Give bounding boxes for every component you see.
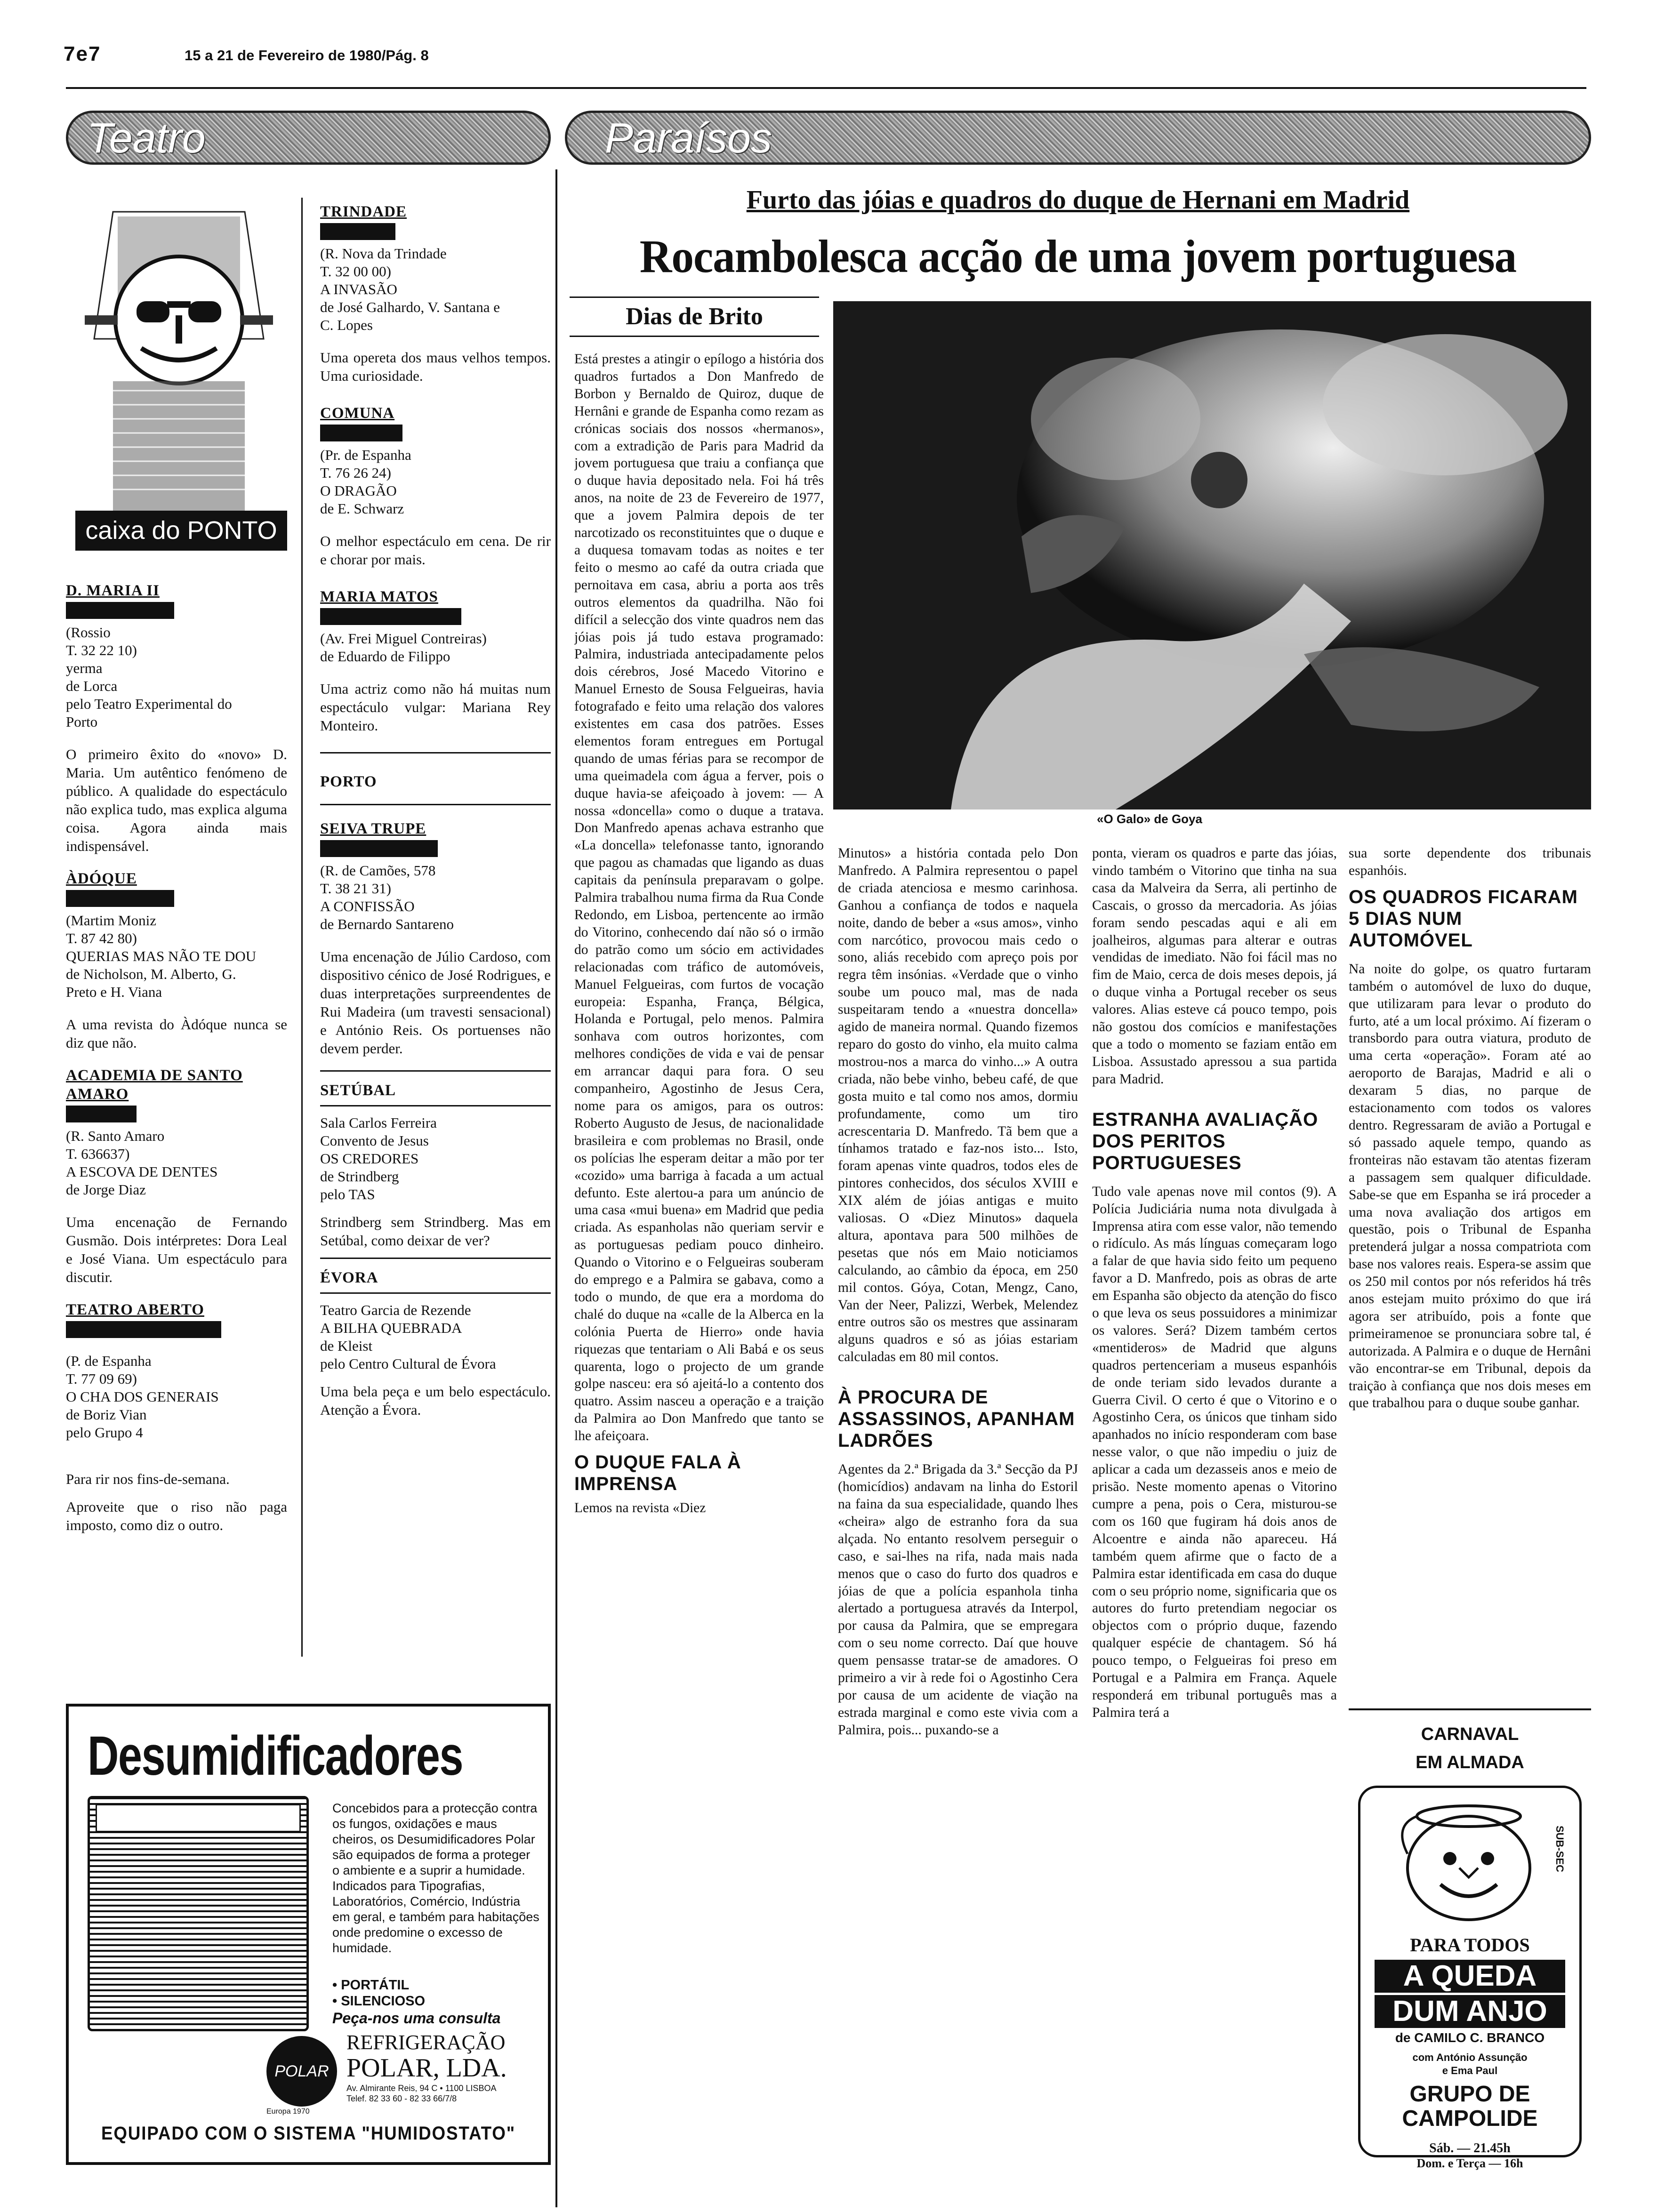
ad-bullet: • SILENCIOSO [332, 1994, 426, 2009]
article-column-3 [1092, 845, 1337, 2186]
listing-line: Convento de Jesus [320, 1132, 429, 1149]
carnaval-subtitle: EM ALMADA [1416, 1753, 1524, 1772]
article-text: Na noite do golpe, os quatro furtaram também o automóvel de luxo do duque, que utilizaram para levar o produto do furto, até a um local próximo. Aí fizeram o transbordo para outra viatura, produto de uma certa «operação». Foram até ao aeroporto de Barajas, Madrid e ali o dexaram 5 dias, no parque de estacionamento com todos os valores dentro. Regressaram de avião a Portugal e só passado aquele tempo, quando as fronteiras não estavam tão atentas fizeram a passagem sem qualquer dificuldade. Sabe-se que em Espanha se irá proceder a uma nova avaliação dos artigos em questão, pois o Tribunal de Espanha pretenderá julgar a nossa compatriota com base nos valores reais. Espera-se assim que os 250 mil contos por nós referidos há três anos estejam muito próximo do que irá agora ser atribuído, pois a fonte que primeiramenoe se pronunciara sobre tal, é autorizada. A Palmira e o duque de Hernâni vão encontrar-se em Tribunal, depois da traição à confiança que nos dois meses em que trabalhou para o duque soube ganhar. [1349, 961, 1591, 1411]
desumidificadores-ad [66, 1704, 551, 2165]
redaction-bar [66, 1321, 221, 1338]
listing-line: (Pr. de Espanha [320, 447, 411, 463]
ad-brand-1: REFRIGERAÇÃO [346, 2031, 506, 2054]
listing-name: COMUNA [320, 405, 395, 422]
article-column-4 [1349, 845, 1591, 1701]
carnaval-title: CARNAVAL [1421, 1724, 1519, 1744]
caixa-label: caixa do PONTO [75, 511, 287, 551]
listing-name: SETÚBAL [320, 1082, 396, 1099]
ad-bullet: • PORTÁTIL [332, 1978, 410, 1993]
listing-santo-amaro [66, 1066, 287, 1286]
listing-line: O DRAGÃO [320, 482, 397, 499]
caixa-do-ponto-logo [66, 202, 292, 555]
listing-line: (R. Santo Amaro [66, 1128, 165, 1144]
listing-name: MARIA MATOS [320, 588, 438, 605]
listing-note: Uma encenação de Júlio Cardoso, com dispositivo cénico de José Rodrigues, e duas interpretações surpreendentes de Rui Madeira (um travesti sensacional) e António Reis. Os portuenses não devem perder. [320, 948, 551, 1057]
article-text: Minutos» a história contada pelo Don Manfredo. A Palmira representou o papel de criada atenciosa e mesmo carinhosa. Ganhou a confiança de todos e naquela noite, dando de beber a «sus amos», vinho com narcótico, provocou mais cedo o sono, aliás recebido com apreço pois por regra têm insónias. «Verdade que o vinho soube um pouco mal, mas de nada suspeitaram tendo a «nuestra doncella» agido de maneira normal. Quando fizemos reparo do gosto do vinho, ela muito calma mostrou-nos a marca do vinho...» A outra criada, não bebe vinho, bebeu café, de que gosta muito e tal como nos amos, dormiu profundamente, como um tiro acrescentaria D. Manfredo. Tã bem que a tínhamos tratado e faz-nos isto... Isto, foram apenas vinte quadros, todos eles de pintores conhecidos, dos séculos XVIII e XIX além de jóias antigas e muito valiosas. O «Diez Minutos» daquela altura, apontava para 500 milhões de pesetas que nós em Maio noticiamos calculando, ao câmbio da época, em 250 mil contos. Góya, Cotan, Mengz, Cano, Van der Neer, Palizzi, Werbek, Melendez entre outros são os mestres que assinaram alguns quadros e só as jóias estariam calculadas em 80 mil contos. [838, 846, 1078, 1365]
listing-note: Uma actriz como não há muitas num espectáculo vulgar: Mariana Rey Monteiro. [320, 681, 551, 734]
goya-painting [833, 301, 1591, 809]
listing-line: T. 77 09 69) [66, 1370, 137, 1387]
listing-line: Teatro Garcia de Rezende [320, 1302, 471, 1318]
play-title-1: A QUEDA [1375, 1960, 1565, 1993]
ad-title: Desumidificadores [88, 1725, 463, 1787]
listing-line: yerma [66, 660, 103, 676]
listing-line: (Av. Frei Miguel Contreiras) [320, 630, 487, 647]
paraisos-band [565, 111, 1591, 165]
ad-body: Concebidos para a protecção contra os fungos, oxidações e maus cheiros, os Desumidificadores Polar são equipados de forma a proteger o ambiente e a suprir a humidade. Indicados para Tipografias, Laboratórios, Comércio, Indústria em geral, e também para habitações onde predomine o excesso de humidade. [332, 1801, 539, 1955]
listing-note: Aproveite que o riso não paga imposto, como diz o outro. [66, 1499, 287, 1533]
listing-line: de José Galhardo, V. Santana e [320, 299, 500, 315]
listing-line: QUERIAS MAS NÃO TE DOU [66, 948, 257, 964]
listing-name: ÀDÓQUE [66, 870, 137, 887]
dehumidifier-illustration [88, 1796, 309, 2031]
listing-line: (R. de Camões, 578 [320, 862, 436, 879]
ad-footer: EQUIPADO COM O SISTEMA "HUMIDOSTATO" [101, 2123, 516, 2144]
redaction-bar [66, 1106, 137, 1122]
listing-line: T. 38 21 31) [320, 880, 391, 897]
listing-maria-matos [320, 587, 551, 735]
carnaval-frame [1358, 1786, 1582, 2157]
listing-line: C. Lopes [320, 317, 373, 333]
redaction-bar [320, 425, 402, 441]
carnaval-para-todos: PARA TODOS [1410, 1934, 1530, 1956]
theatre-list-middle [320, 202, 551, 1419]
painting-illustration [833, 301, 1591, 809]
listing-line: Sala Carlos Ferreira [320, 1114, 437, 1131]
listing-note: O melhor espectáculo em cena. De rir e chorar por mais. [320, 533, 551, 568]
listing-line: Porto [66, 713, 98, 730]
listing-line: (P. de Espanha [66, 1353, 152, 1369]
article-text: ponta, vieram os quadros e parte das jóias, vindo também o Vitorino que tinha na sua casa da Malveira da Serra, ali pertinho de Cascais, o grosso da mercadoria. As jóias foram sendo pescadas aqui e ali em joalheiros, algumas para alterar e outras vendidas de imediato. Não foi fácil mas no fim de Maio, cerca de dois meses depois, já o duque vinha a Portugal receber os seus valores. Alias esteve cá pouco tempo, pois não gostou dos comícios e manifestações que a todo o momento se faziam então em Lisboa. Assustado apressou a sua partida para Madrid. [1092, 846, 1337, 1087]
newspaper-logo: 7e7 [64, 42, 101, 65]
listing-line: (Rossio [66, 624, 111, 641]
listing-line: de Jorge Diaz [66, 1181, 146, 1198]
listing-name: ÉVORA [320, 1269, 378, 1286]
listing-line: A BILHA QUEBRADA [320, 1320, 462, 1336]
article-subheading: ESTRANHA AVALIAÇÃO DOS PERITOS PORTUGUESES [1092, 1109, 1319, 1173]
show-times-2: Dom. e Terça — 16h [1416, 2156, 1523, 2170]
play-author: de CAMILO C. BRANCO [1395, 2030, 1545, 2045]
listing-line: de E. Schwarz [320, 500, 404, 517]
redaction-bar [320, 840, 438, 857]
listing-line: T. 87 42 80) [66, 930, 137, 946]
listing-line: de Lorca [66, 678, 118, 694]
carnaval-side-label: SUB-SEC [1554, 1826, 1566, 1873]
article-column-2 [838, 845, 1078, 2186]
redaction-bar [66, 890, 174, 907]
ad-phone: Telef. 82 33 60 - 82 33 66/7/8 [346, 2094, 457, 2103]
redaction-bar [320, 608, 461, 625]
angel-illustration [1389, 1797, 1549, 1929]
teatro-inner-rule [301, 198, 303, 1657]
listing-line: A ESCOVA DE DENTES [66, 1163, 218, 1180]
article-column-1 [574, 351, 824, 2186]
listing-note: Uma opereta dos maus velhos tempos. Uma curiosidade. [320, 349, 551, 384]
listing-seiva-trupe [320, 819, 551, 1058]
redaction-bar [66, 602, 174, 619]
show-times-1: Sáb. — 21.45h [1429, 2141, 1511, 2156]
header-rule [66, 87, 1586, 89]
listing-note: Strindberg sem Strindberg. Mas em Setúbal, como deixar de ver? [320, 1214, 551, 1249]
listing-note: Uma bela peça e um belo espectáculo. Atenção a Évora. [320, 1383, 551, 1418]
listing-setubal [320, 1081, 551, 1250]
listing-line: pelo TAS [320, 1186, 375, 1202]
listing-note: Para rir nos fins-de-semana. [66, 1471, 230, 1487]
listing-line: OS CREDORES [320, 1150, 419, 1167]
article-kicker: Furto das jóias e quadros do duque de Hernani em Madrid [746, 185, 1410, 215]
listing-line: T. 76 26 24) [320, 465, 391, 481]
ad-europa: Europa 1970 [266, 2108, 310, 2116]
article-subheading: OS QUADROS FICARAM 5 DIAS NUM AUTOMÓVEL [1349, 886, 1578, 951]
play-title-2: DUM ANJO [1375, 1995, 1565, 2028]
listing-line: de Eduardo de Filippo [320, 648, 450, 665]
article-text: sua sorte dependente dos tribunais espanhóis. [1349, 846, 1591, 878]
listing-line: T. 636637) [66, 1146, 130, 1162]
ponto-face-illustration [66, 202, 292, 555]
redaction-bar [320, 223, 395, 240]
listing-comuna [320, 404, 551, 569]
article-text: Está prestes a atingir o epílogo a história dos quadros furtados a Don Manfredo de Borbon y Bernaldo de Quiroz, duque de Hernâni e grande de Espanha como rezam as crónicas sociais dos nossos «hermanos», com a extradição de Paris para Madrid da jovem portuguesa que traiu a confiança que o duque havia depositado nela. Foi há três anos, na noite de 23 de Fevereiro de 1977, que a jovem Palmira depois de ter narcotizado os reconstituintes que o duque e a duquesa tomavam todas as noites e ter feito o mesmo ao café da outra criada que pernoitava em casa, abriu a porta aos três outros elementos da quadrilha. Não foi difícil a selecção dos vinte quadros nem das jóias pois já tudo estava programado: Palmira, industriada antecipadamente pelos dois cérebros, José Macedo Vitorino e Manuel Ernesto de Sousa Felgueiras, havia fotografado e feito uma relação dos valores existentes em casa dos patrões. Esses elementos foram entregues em Portugal quando de umas férias para se recompor de uma queimadela com água a ferver, pois o duque havia-se afeiçoado à jovem: — A nossa «doncella» como o duque a tratava. Don Manfredo apenas achava estranho que «La doncella» telefonasse tanto, ignorando que pagou as chamadas que ligando as duas capitais da península preparavam o golpe. Palmira trabalhou numa firma da Rua Conde Redondo, em Lisboa, pertencente ao irmão do Vitorino, conhecendo daí não só o irmão do patrão como um sócio em actividades relacionadas com tráfico de automóveis, Manuel Felgueiras, com furtos de vocação europeia: Espanha, França, Bélgica, Holanda e Portugal, pelo menos. Palmira sonhava com outros horizontes, com melhores condições de vida e vai de pensar em arrancar daqui para fora. O seu companheiro, Agostinho de Jesus Cera, nome para os amigos, para os outros: Roberto Augusto de Jesus, de nacionalidade brasileira e com problemas no Brasil, onde os polícias lhe esperam deitar a mão por ter «cozido» uma barriga à facada a um actual defunto. Este alertou-a para um anúncio de uma casa «mui buena» em Madrid que pedia criada. As espanholas não queriam servir e as portuguesas pediam pouco dinheiro. Quando o Vitorino e o Felgueiras souberam do emprego e a Palmira se gabava, como a todo o mundo, de que era a mordoma do chalé do duque na «calle de la Alberca en la colónia Puerta de Hierro» onde havia riquezas que tentariam o Ali Babá e os seus quarenta, logo o projecto de um grande golpe nasceu: era só ajeitá-lo a contento dos quatro. Assim nasceu a operação e a traição da Palmira ao Don Manfredo que tanto se lhe afeiçoara. [574, 352, 824, 1444]
article-subheading: O DUQUE FALA À IMPRENSA [574, 1452, 741, 1495]
listing-name: D. MARIA II [66, 582, 160, 599]
article-headline: Rocambolesca acção de uma jovem portuguesa [639, 230, 1517, 282]
listing-note: A uma revista do Àdóque nunca se diz que não. [66, 1016, 287, 1051]
listing-line: A CONFISSÃO [320, 898, 415, 914]
play-cast-1: com António Assunção [1412, 2052, 1528, 2063]
listing-line: T. 32 22 10) [66, 642, 137, 658]
listing-d-maria [66, 581, 287, 855]
group-name-1: GRUPO DE [1409, 2082, 1530, 2107]
section-title-teatro: Teatro [87, 115, 206, 162]
listing-trindade [320, 202, 551, 385]
teatro-band [66, 111, 551, 165]
carnaval-ad [1349, 1708, 1591, 2170]
image-caption: «O Galo» de Goya [1097, 812, 1202, 826]
unit-top-panel [96, 1804, 301, 1832]
listing-line: A INVASÃO [320, 281, 397, 297]
group-name-2: CAMPOLIDE [1402, 2106, 1538, 2131]
listing-note: O primeiro êxito do «novo» D. Maria. Um autêntico fenómeno de público. A qualidade do espectáculo não explica tudo, mas explica alguma coisa. Agora ainda mais indispensável. [66, 746, 287, 854]
listing-evora [320, 1268, 551, 1419]
article-text: Lemos na revista «Diez [574, 1500, 706, 1516]
listing-line: Preto e H. Viana [66, 984, 162, 1000]
porto-heading: PORTO [320, 773, 377, 790]
listing-line: O CHA DOS GENERAIS [66, 1388, 219, 1405]
listing-line: pelo Teatro Experimental do [66, 696, 232, 712]
listing-line: (R. Nova da Trindade [320, 245, 447, 262]
listing-teatro-aberto [66, 1300, 287, 1534]
listing-note: Uma encenação de Fernando Gusmão. Dois intérpretes: Dora Leal e José Viana. Um espectáculo para discutir. [66, 1214, 287, 1285]
listing-adoque [66, 869, 287, 1052]
article-text: Tudo vale apenas nove mil contos (9). A Polícia Judiciária numa nota divulgada à Imprensa atira com esse valor, não temendo o ridículo. As más línguas começaram logo a falar de que havia sido feito um pequeno favor a D. Manfredo, pois as obras de arte em Espanha são objecto da atenção do fisco o que leva os seus possuidores a minimizar os valores. Será? Dizem também certos «mentideros» de Madrid que alguns quadros pertenceriam a museus espanhóis de onde teriam sido levados durante a Guerra Civil. O certo é que o Vitorino e o Agostinho Cera, os únicos que tinham sido apanhados no início responderam com base nesse valor, o que não impediu o juiz de aplicar a cada um dezasseis anos e meio de prisão. Neste momento apenas o Vitorino cumpre a pena, pois o Cera, misturou-se com os 160 que fugiram há dois anos de Alcoentre e ainda não apareceu. Há também quem afirme que o facto de a Palmira estar identificada em casa do duque com o seu próprio nome, significaria que os autores do furto pretendiam negociar os objectos com o próprio duque, fazendo qualquer espécie de chantagem. Só há pouco tempo, o Felgueiras foi preso em Portugal e a Palmira em França. Aquele responderá em tribunal português mas a Palmira terá a [1092, 1184, 1337, 1720]
section-title-paraisos: Paraísos [605, 115, 772, 162]
theatre-list-left [66, 581, 287, 1534]
listing-line: de Boriz Vian [66, 1406, 147, 1423]
date-page-line: 15 a 21 de Fevereiro de 1980/Pág. 8 [185, 47, 429, 64]
article-byline: Dias de Brito [570, 297, 819, 337]
ad-address: Av. Almirante Reis, 94 C • 1100 LISBOA [346, 2084, 497, 2093]
listing-line: (Martim Moniz [66, 912, 156, 929]
ad-cta: Peça-nos uma consulta [332, 2010, 501, 2027]
listing-name: TEATRO ABERTO [66, 1301, 204, 1318]
listing-line: de Bernardo Santareno [320, 916, 454, 932]
play-cast-2: e Ema Paul [1442, 2065, 1498, 2076]
article-text: Agentes da 2.ª Brigada da 3.ª Secção da PJ (homicídios) andavam na linha do Estoril na faina da sua especialidade, quando lhes «cheira» algo de estranho fora da sua alçada. No entanto resolvem perseguir o caso, e sai-lhes na rifa, nada mais nada menos que o caso do furto dos quadros e jóias de que a polícia espanhola tinha alertado a portuguesa através da Interpol, por causa da Palmira, que se empregara com o seu nome correcto. Daí que houve quem pensasse tratar-se de amadores. O primeiro a vir à rede foi o Agostinho Cera por causa de um acidente de viação na estrada marginal e como este vivia com a Palmira, pois... puxando-se a [838, 1462, 1078, 1738]
listing-line: pelo Centro Cultural de Évora [320, 1355, 496, 1372]
article-subheading: À PROCURA DE ASSASSINOS, APANHAM LADRÕES [838, 1387, 1075, 1451]
listing-line: T. 32 00 00) [320, 263, 391, 280]
listing-name: SEIVA TRUPE [320, 820, 426, 837]
polar-logo: POLAR [266, 2036, 337, 2107]
ad-brand-2: POLAR, LDA. [346, 2053, 507, 2083]
listing-name: TRINDADE [320, 203, 407, 220]
listing-line: de Nicholson, M. Alberto, G. [66, 966, 236, 982]
listing-line: de Strindberg [320, 1168, 399, 1185]
listing-name: ACADEMIA DE SANTO AMARO [66, 1067, 243, 1103]
listing-line: de Kleist [320, 1338, 373, 1354]
listing-line: pelo Grupo 4 [66, 1424, 143, 1441]
column-rule [555, 169, 557, 2207]
